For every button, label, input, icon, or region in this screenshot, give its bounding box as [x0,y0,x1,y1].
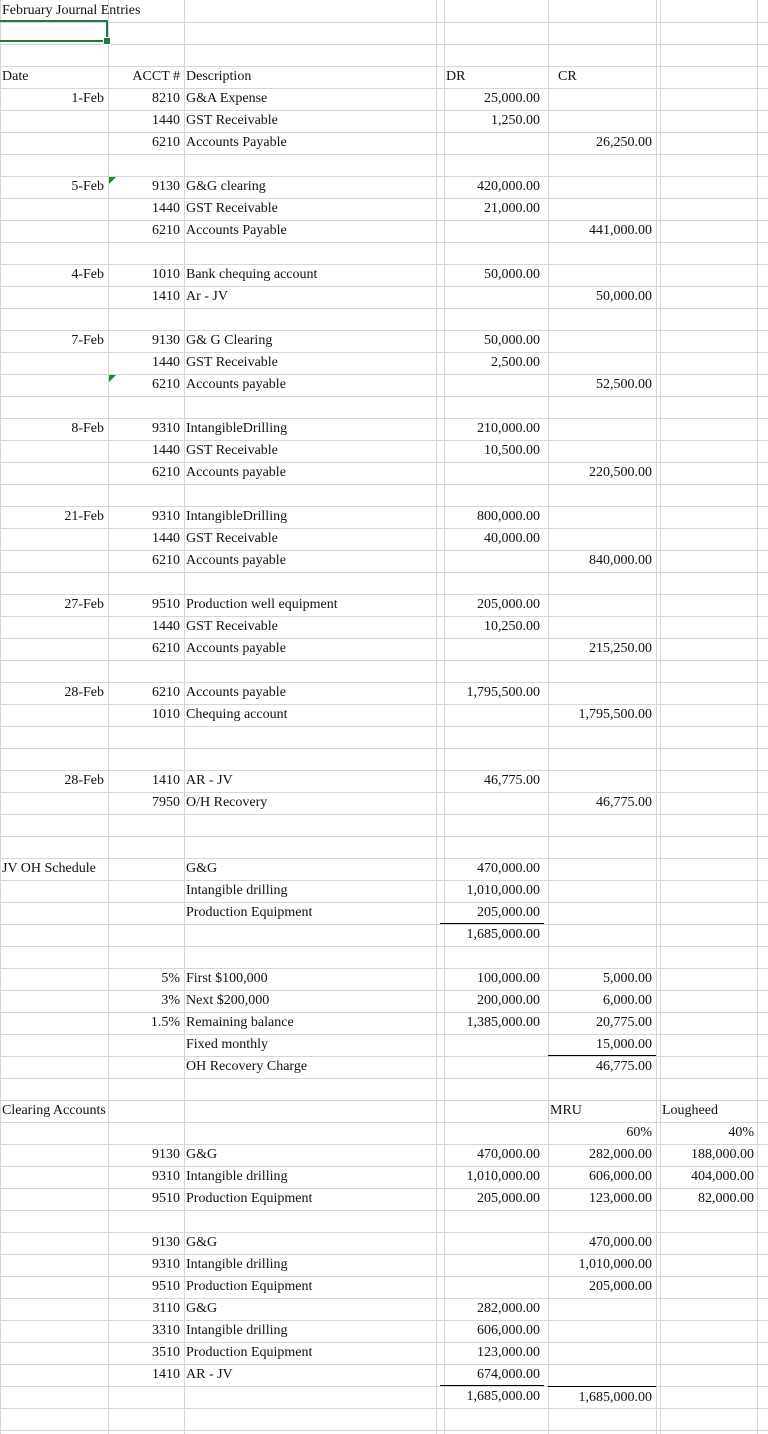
account-number-cell[interactable]: 9130 [152,1147,180,1162]
grid-row-line [0,308,768,309]
mru-share-cell[interactable]: 606,000.00 [589,1169,652,1184]
fill-handle[interactable] [103,37,111,45]
credit-cell[interactable]: 470,000.00 [589,1235,652,1250]
account-number-cell[interactable]: 9130 [152,333,180,348]
credit-cell[interactable]: 840,000.00 [589,553,652,568]
credit-cell[interactable]: 215,250.00 [589,641,652,656]
entry-date-cell[interactable]: 27-Feb [64,597,104,612]
clearing-total-cell[interactable]: 205,000.00 [477,1191,540,1206]
debit-cell[interactable]: 674,000.00 [440,1364,544,1386]
grid-column-line [757,0,758,1434]
oh-rate-charge[interactable]: 20,775.00 [596,1015,652,1030]
debit-cell[interactable]: 420,000.00 [477,179,540,194]
oh-rate-base[interactable]: 200,000.00 [477,993,540,1008]
description-cell[interactable]: Accounts payable [186,377,286,392]
oh-item-description[interactable]: G&G [186,861,218,876]
grid-row-line [0,748,768,749]
entry-date-cell[interactable]: 7-Feb [71,333,104,348]
grid-row-line [0,1210,768,1211]
description-cell[interactable]: G& G Clearing [186,333,273,348]
credit-cell[interactable]: 1,685,000.00 [548,1386,656,1408]
entry-date-cell[interactable]: 8-Feb [71,421,104,436]
description-cell[interactable]: Intangible drilling [186,1169,288,1184]
credit-cell[interactable]: 46,775.00 [596,795,652,810]
debit-cell[interactable]: 800,000.00 [477,509,540,524]
account-number-cell[interactable]: 1410 [152,1367,180,1382]
account-number-cell[interactable]: 3510 [152,1345,180,1360]
account-number-cell[interactable]: 1440 [152,355,180,370]
account-number-cell[interactable]: 6210 [152,641,180,656]
credit-cell[interactable]: 52,500.00 [596,377,652,392]
credit-cell[interactable]: 1,010,000.00 [578,1257,652,1272]
header-description[interactable]: Description [186,69,252,84]
oh-rate-description[interactable]: First $100,000 [186,971,268,986]
description-cell[interactable]: GST Receivable [186,619,278,634]
debit-cell[interactable]: 1,250.00 [491,113,540,128]
oh-item-amount[interactable]: 1,685,000.00 [466,927,540,942]
description-cell[interactable]: GST Receivable [186,355,278,370]
description-cell[interactable]: IntangibleDrilling [186,509,288,524]
account-number-cell[interactable]: 1010 [152,267,180,282]
account-number-cell[interactable]: 8210 [152,91,180,106]
description-cell[interactable]: Intangible drilling [186,1257,288,1272]
debit-cell[interactable]: 205,000.00 [477,597,540,612]
description-cell[interactable]: G&G [186,1301,218,1316]
description-cell[interactable]: IntangibleDrilling [186,421,288,436]
account-number-cell[interactable]: 1440 [152,531,180,546]
description-cell[interactable]: AR - JV [186,773,233,788]
mru-share-cell[interactable]: 282,000.00 [589,1147,652,1162]
credit-cell[interactable]: 441,000.00 [589,223,652,238]
debit-cell[interactable]: 210,000.00 [477,421,540,436]
account-number-cell[interactable]: 1410 [152,289,180,304]
grid-row-line [0,1408,768,1409]
account-number-cell[interactable]: 3110 [152,1301,180,1316]
grid-row-line [0,242,768,243]
credit-cell[interactable]: 220,500.00 [589,465,652,480]
account-number-cell[interactable]: 6210 [152,553,180,568]
grid-row-line [0,154,768,155]
oh-rate-percent[interactable]: 1.5% [150,1015,180,1030]
grid-column-line [656,0,657,1434]
header-cr[interactable]: CR [558,69,577,84]
description-cell[interactable]: GST Receivable [186,531,278,546]
credit-cell[interactable]: 205,000.00 [589,1279,652,1294]
header-date[interactable]: Date [2,69,29,84]
oh-rate-charge[interactable]: 6,000.00 [603,993,652,1008]
oh-item-description[interactable]: Production Equipment [186,905,313,920]
account-number-cell[interactable]: 6210 [152,685,180,700]
debit-cell[interactable]: 25,000.00 [484,91,540,106]
mru-header[interactable]: MRU [550,1103,582,1118]
description-cell[interactable]: Accounts payable [186,685,286,700]
description-cell[interactable]: G&G [186,1147,218,1162]
entry-date-cell[interactable]: 5-Feb [71,179,104,194]
description-cell[interactable]: AR - JV [186,1367,233,1382]
debit-cell[interactable]: 2,500.00 [491,355,540,370]
description-cell[interactable]: Accounts payable [186,553,286,568]
entry-date-cell[interactable]: 28-Feb [64,773,104,788]
debit-cell[interactable]: 46,775.00 [484,773,540,788]
lougheed-share-cell[interactable]: 188,000.00 [691,1147,754,1162]
debit-cell[interactable]: 1,795,500.00 [466,685,540,700]
description-cell[interactable]: GST Receivable [186,443,278,458]
clearing-total-cell[interactable]: 1,010,000.00 [466,1169,540,1184]
description-cell[interactable]: Chequing account [186,707,288,722]
grid-row-line [0,22,768,23]
grid-row-line [0,660,768,661]
lougheed-header[interactable]: Lougheed [662,1103,718,1118]
description-cell[interactable]: GST Receivable [186,201,278,216]
description-cell[interactable]: GST Receivable [186,113,278,128]
account-number-cell[interactable]: 9510 [152,1191,180,1206]
description-cell[interactable]: G&G [186,1235,218,1250]
oh-item-amount[interactable]: 1,010,000.00 [466,883,540,898]
oh-rate-description[interactable]: Remaining balance [186,1015,294,1030]
selected-cell[interactable] [0,20,108,42]
description-cell[interactable]: Accounts payable [186,465,286,480]
oh-rate-base[interactable]: 100,000.00 [477,971,540,986]
account-number-cell[interactable]: 9310 [152,1169,180,1184]
account-number-cell[interactable]: 1410 [152,773,180,788]
oh-item-amount[interactable]: 205,000.00 [440,902,544,924]
oh-item-description[interactable]: Intangible drilling [186,883,288,898]
clearing-accounts-label[interactable]: Clearing Accounts [2,1103,106,1118]
debit-cell[interactable]: 21,000.00 [484,201,540,216]
oh-rate-charge[interactable]: 46,775.00 [596,1059,652,1074]
account-number-cell[interactable]: 1440 [152,201,180,216]
description-cell[interactable]: Production well equipment [186,597,338,612]
description-cell[interactable]: Production Equipment [186,1279,313,1294]
account-number-cell[interactable]: 9130 [152,1235,180,1250]
description-cell[interactable]: O/H Recovery [186,795,268,810]
grid-row-line [0,396,768,397]
oh-item-amount[interactable]: 470,000.00 [477,861,540,876]
oh-rate-description[interactable]: OH Recovery Charge [186,1059,308,1074]
lougheed-share-cell[interactable]: 404,000.00 [691,1169,754,1184]
header-acct[interactable]: ACCT # [132,69,180,84]
description-cell[interactable]: Production Equipment [186,1191,313,1206]
oh-rate-description[interactable]: Next $200,000 [186,993,270,1008]
account-number-cell[interactable]: 1440 [152,443,180,458]
debit-cell[interactable]: 50,000.00 [484,267,540,282]
description-cell[interactable]: G&G clearing [186,179,266,194]
lougheed-share-cell[interactable]: 82,000.00 [698,1191,754,1206]
entry-date-cell[interactable]: 28-Feb [64,685,104,700]
header-dr[interactable]: DR [446,69,466,84]
oh-rate-description[interactable]: Fixed monthly [186,1037,269,1052]
grid-row-line [0,44,768,45]
account-number-cell[interactable]: 1010 [152,707,180,722]
account-number-cell[interactable]: 9310 [152,421,180,436]
oh-rate-charge[interactable]: 15,000.00 [548,1034,656,1056]
account-number-cell[interactable]: 9510 [152,597,180,612]
account-number-cell[interactable]: 6210 [152,223,180,238]
grid-row-line [0,726,768,727]
clearing-total-cell[interactable]: 470,000.00 [477,1147,540,1162]
account-number-cell[interactable]: 6210 [152,135,180,150]
description-cell[interactable]: Intangible drilling [186,1323,288,1338]
description-cell[interactable]: G&A Expense [186,91,268,106]
account-number-cell[interactable]: 9310 [152,509,180,524]
oh-rate-base[interactable]: 1,385,000.00 [466,1015,540,1030]
debit-cell[interactable]: 282,000.00 [477,1301,540,1316]
oh-rate-percent[interactable]: 3% [161,993,180,1008]
description-cell[interactable]: Accounts payable [186,641,286,656]
debit-cell[interactable]: 606,000.00 [477,1323,540,1338]
account-number-cell[interactable]: 6210 [152,465,180,480]
oh-rate-charge[interactable]: 5,000.00 [603,971,652,986]
grid-column-line [0,0,1,1434]
debit-cell[interactable]: 1,685,000.00 [466,1389,540,1404]
oh-rate-percent[interactable]: 5% [161,971,180,986]
account-number-cell[interactable]: 9130 [152,179,180,194]
mru-share-cell[interactable]: 123,000.00 [589,1191,652,1206]
account-number-cell[interactable]: 6210 [152,377,180,392]
description-cell[interactable]: Bank chequing account [186,267,318,282]
entry-date-cell[interactable]: 4-Feb [71,267,104,282]
description-cell[interactable]: Accounts Payable [186,223,287,238]
lougheed-percent[interactable]: 40% [728,1125,754,1140]
sheet-title[interactable]: February Journal Entries [2,3,141,18]
grid-column-line [436,0,437,1434]
account-number-cell[interactable]: 1440 [152,619,180,634]
entry-date-cell[interactable]: 21-Feb [64,509,104,524]
debit-cell[interactable]: 50,000.00 [484,333,540,348]
credit-cell[interactable]: 1,795,500.00 [578,707,652,722]
account-number-cell[interactable]: 1440 [152,113,180,128]
oh-schedule-label[interactable]: JV OH Schedule [2,861,96,876]
grid-row-line [0,836,768,837]
debit-cell[interactable]: 10,500.00 [484,443,540,458]
entry-date-cell[interactable]: 1-Feb [71,91,104,106]
account-number-cell[interactable]: 9310 [152,1257,180,1272]
debit-cell[interactable]: 10,250.00 [484,619,540,634]
credit-cell[interactable]: 26,250.00 [596,135,652,150]
account-number-cell[interactable]: 3310 [152,1323,180,1338]
description-cell[interactable]: Production Equipment [186,1345,313,1360]
account-number-cell[interactable]: 9510 [152,1279,180,1294]
grid-row-line [0,484,768,485]
account-number-cell[interactable]: 7950 [152,795,180,810]
mru-percent[interactable]: 60% [626,1125,652,1140]
grid-row-line [0,1078,768,1079]
description-cell[interactable]: Ar - JV [186,289,228,304]
debit-cell[interactable]: 40,000.00 [484,531,540,546]
grid-row-line [0,924,768,925]
debit-cell[interactable]: 123,000.00 [477,1345,540,1360]
grid-row-line [0,814,768,815]
credit-cell[interactable]: 50,000.00 [596,289,652,304]
description-cell[interactable]: Accounts Payable [186,135,287,150]
grid-column-line [660,0,661,1434]
grid-row-line [0,1430,768,1431]
grid-row-line [0,946,768,947]
grid-row-line [0,572,768,573]
